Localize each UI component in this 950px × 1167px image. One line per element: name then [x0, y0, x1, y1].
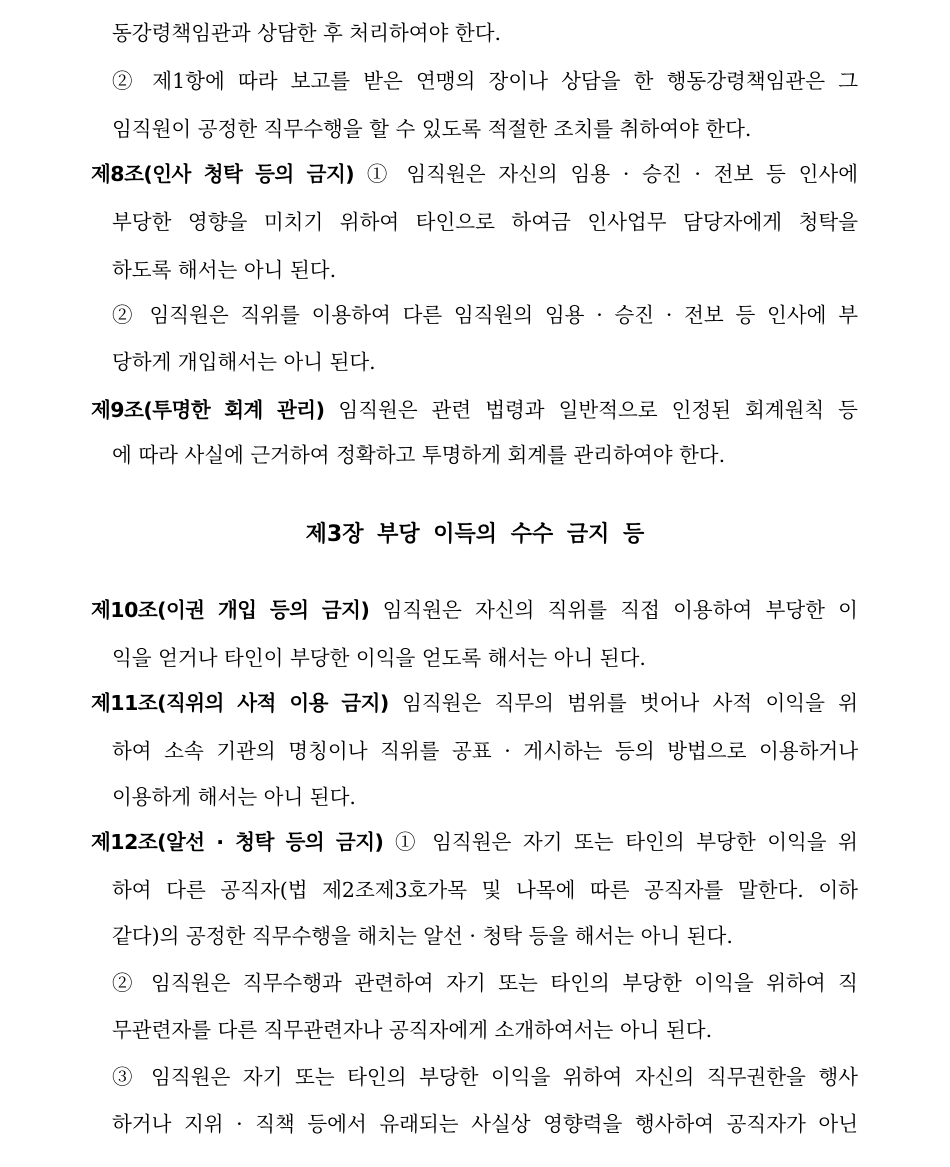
- text-line: ② 임직원은 직무수행과 관련하여 자기 또는 타인의 부당한 이익을 위하여 직: [112, 971, 858, 995]
- article-heading: 제8조(인사 청탁 등의 금지): [91, 162, 355, 186]
- text-line: 부당한 영향을 미치기 위하여 타인으로 하여금 인사업무 담당자에게 청탁을: [112, 210, 858, 234]
- text-line: 하여 다른 공직자(법 제2조제3호가목 및 나목에 따른 공직자를 말한다. 이하: [112, 878, 858, 902]
- article-first-line: [91, 396, 858, 424]
- article-text: ① 임직원은 자신의 임용 · 승진 · 전보 등 인사에: [354, 162, 858, 186]
- text-line: 하도록 해서는 아니 된다.: [112, 258, 337, 282]
- article-text: 임직원은 관련 법령과 일반적으로 인정된 회계원칙 등: [324, 398, 858, 422]
- text-line: 같다)의 공정한 직무수행을 해치는 알선 · 청탁 등을 해서는 아니 된다.: [112, 924, 733, 948]
- text-line: 임직원이 공정한 직무수행을 할 수 있도록 적절한 조치를 취하여야 한다.: [112, 117, 752, 141]
- article-heading: 제9조(투명한 회계 관리): [91, 398, 325, 422]
- chapter-heading: 제3장 부당 이득의 수수 금지 등: [305, 522, 645, 547]
- article-heading: 제10조(이권 개입 등의 금지): [91, 598, 370, 622]
- text-line: 무관련자를 다른 직무관련자나 공직자에게 소개하여서는 아니 된다.: [112, 1018, 713, 1042]
- article-first-line: [91, 828, 858, 856]
- text-line: 동강령책임관과 상담한 후 처리하여야 한다.: [112, 21, 502, 45]
- text-line: ③ 임직원은 자기 또는 타인의 부당한 이익을 위하여 자신의 직무권한을 행사: [112, 1065, 858, 1089]
- article-first-line: [91, 160, 858, 188]
- article-first-line: [91, 689, 858, 717]
- text-line: ② 임직원은 직위를 이용하여 다른 임직원의 임용 · 승진 · 전보 등 인사에 부: [112, 303, 858, 327]
- article-heading: 제12조(알선 · 청탁 등의 금지): [91, 830, 384, 854]
- article-text: 임직원은 직무의 범위를 벗어나 사적 이익을 위: [388, 691, 858, 715]
- article-text: ① 임직원은 자기 또는 타인의 부당한 이익을 위: [383, 830, 858, 854]
- text-line: 에 따라 사실에 근거하여 정확하고 투명하게 회계를 관리하여야 한다.: [112, 443, 726, 467]
- text-line: ② 제1항에 따라 보고를 받은 연맹의 장이나 상담을 한 행동강령책임관은 그: [112, 69, 858, 93]
- article-text: 임직원은 자신의 직위를 직접 이용하여 부당한 이: [369, 598, 858, 622]
- text-line: 이용하게 해서는 아니 된다.: [112, 785, 356, 809]
- article-heading: 제11조(직위의 사적 이용 금지): [91, 691, 389, 715]
- text-line: 하거나 지위 · 직책 등에서 유래되는 사실상 영향력을 행사하여 공직자가 아닌: [112, 1112, 858, 1136]
- text-line: 하여 소속 기관의 명칭이나 직위를 공표 · 게시하는 등의 방법으로 이용하거나: [112, 739, 858, 763]
- text-line: 당하게 개입해서는 아니 된다.: [112, 350, 376, 374]
- article-first-line: [91, 596, 858, 624]
- text-line: 익을 얻거나 타인이 부당한 이익을 얻도록 해서는 아니 된다.: [112, 646, 646, 670]
